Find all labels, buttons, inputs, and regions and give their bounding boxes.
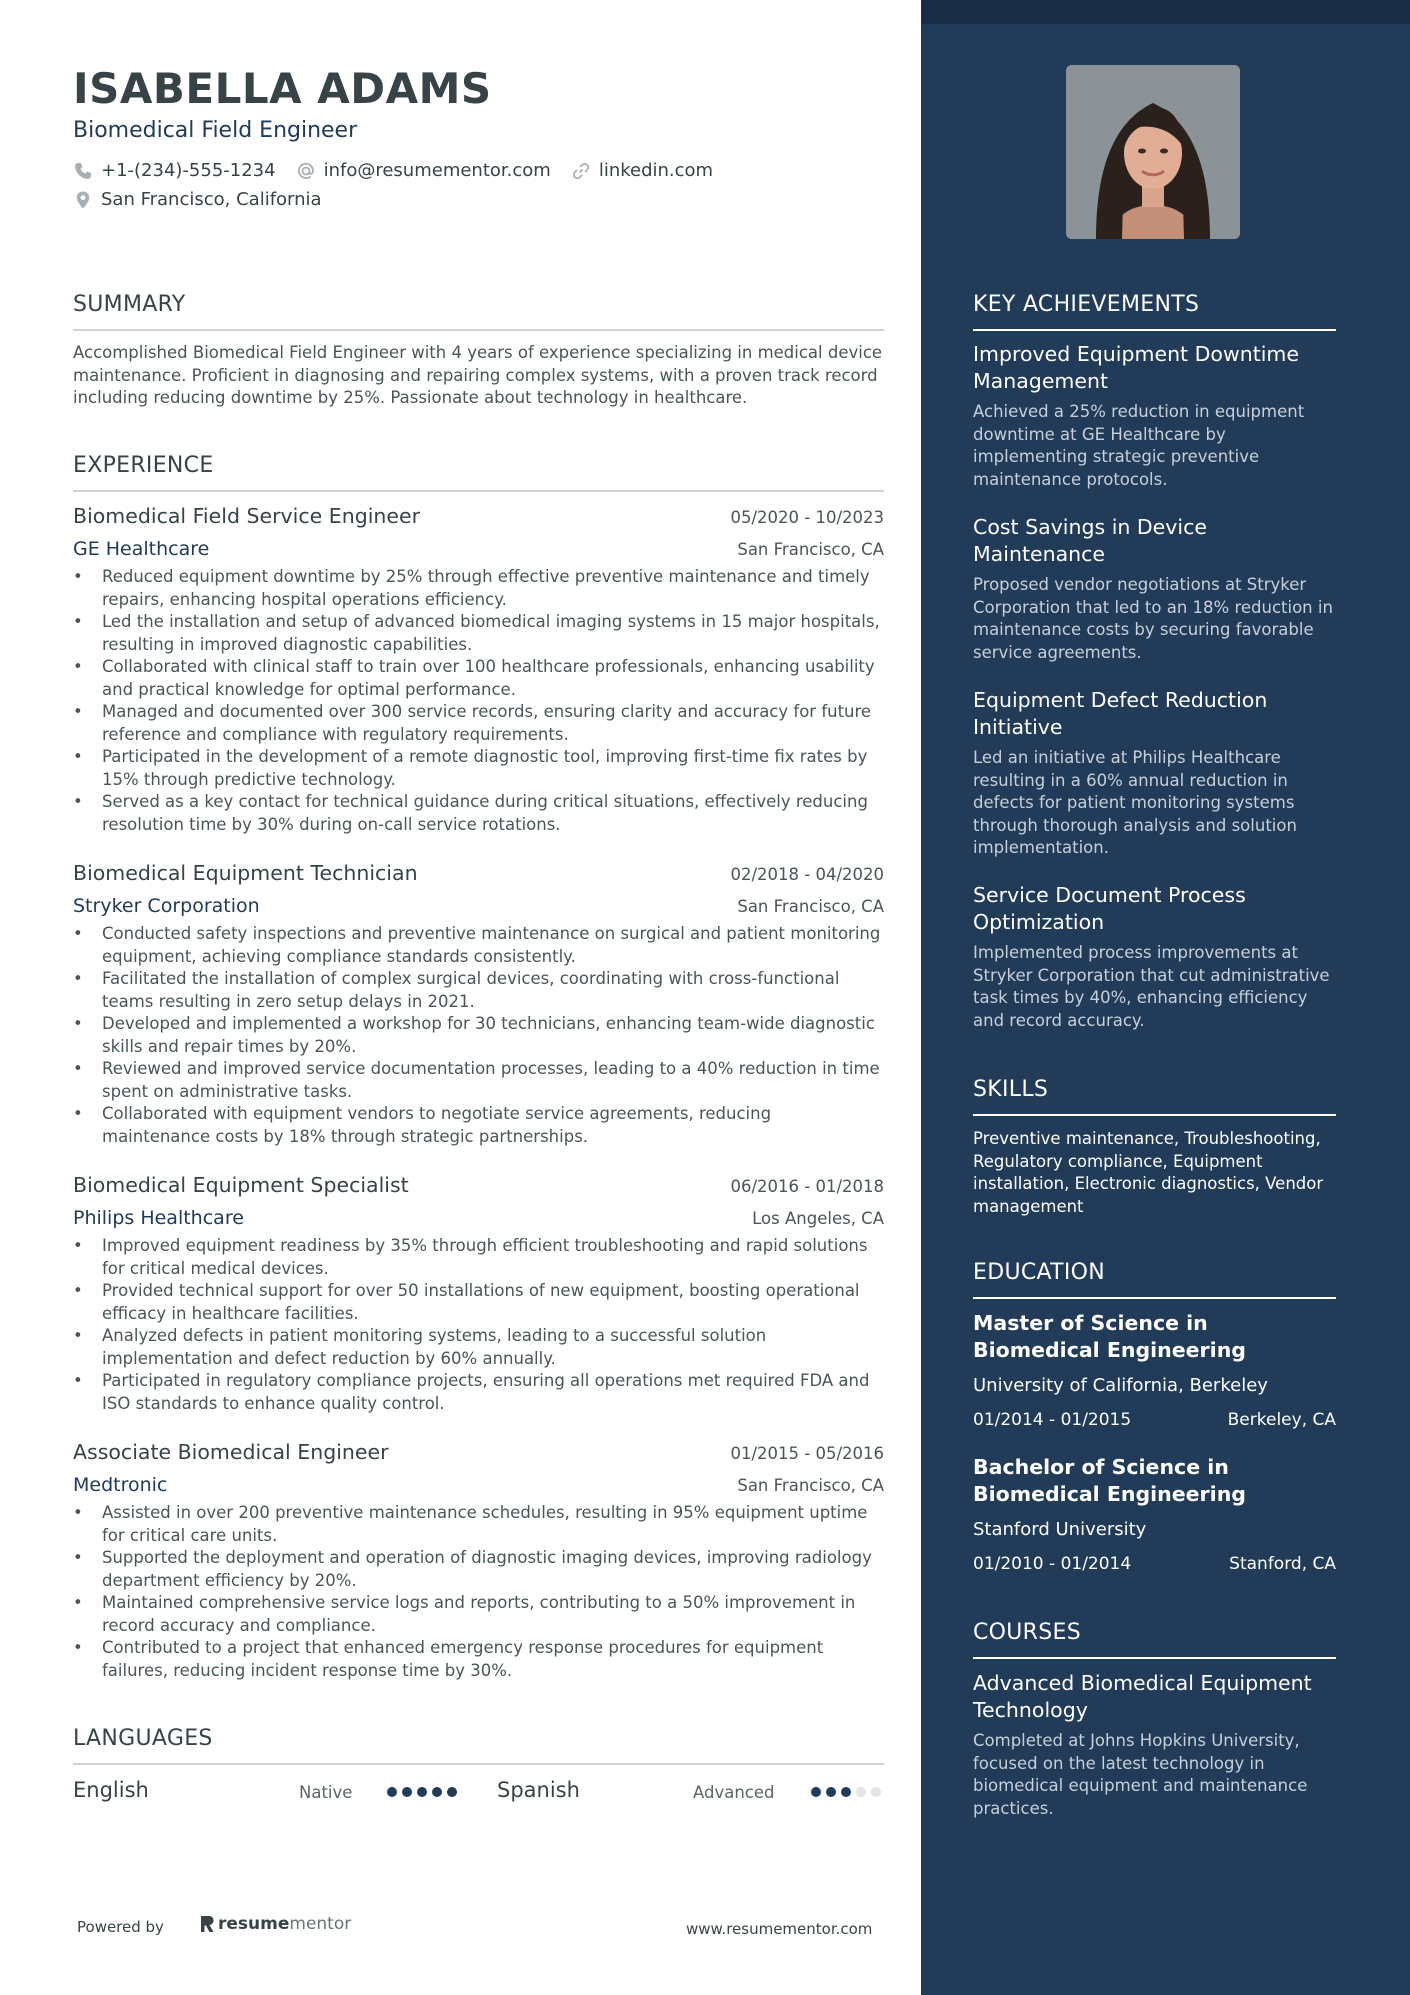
- education-item: [973, 1310, 1336, 1430]
- powered-by-label: Powered by: [77, 1918, 164, 1936]
- rating-dot-filled: [432, 1787, 442, 1797]
- summary-text: Accomplished Biomedical Field Engineer with 4 years of experience specializing in medical device maintenance. Proficient in diagnosing and repairing complex systems, with a proven track record including reducing downtime by 25%. Passionate about technology in healthcare.: [73, 343, 883, 407]
- education-degree: Bachelor of Science in Biomedical Engineering: [973, 1455, 1246, 1506]
- bullet: • Contributed to a project that enhanced emergency response procedures for equipment failures, reducing incident response time by 30%.: [73, 1637, 884, 1682]
- rating-dot-empty: [856, 1787, 866, 1797]
- contact-phone: [73, 160, 276, 181]
- linkedin-text: linkedin.com: [598, 160, 714, 181]
- job-entry: [73, 1440, 884, 1682]
- language-level: Advanced: [693, 1783, 775, 1802]
- bullet: • Led the installation and setup of advanced biomedical imaging systems in 15 major hospitals, resulting in improved diagnostic capabilities.: [73, 611, 884, 656]
- link-icon: [571, 161, 591, 181]
- achievement-text: Achieved a 25% reduction in equipment downtime at GE Healthcare by implementing strategic preventive maintenance protocols.: [973, 402, 1305, 489]
- bullet: • Participated in regulatory compliance projects, ensuring all operations met required FDA and ISO standards to enhance quality control.: [73, 1370, 884, 1415]
- candidate-title: Biomedical Field Engineer: [73, 118, 358, 143]
- language-rating: [387, 1787, 462, 1797]
- languages-row: [73, 1778, 884, 1808]
- bullet: • Collaborated with equipment vendors to negotiate service agreements, reducing maintenance costs by 18% through strategic partnerships.: [73, 1103, 884, 1148]
- skills-heading: SKILLS: [973, 1077, 1336, 1116]
- bullet: • Served as a key contact for technical guidance during critical situations, effectively reducing resolution time by 30% during on-call service rotations.: [73, 791, 884, 836]
- job-role: Biomedical Field Service Engineer: [73, 504, 421, 528]
- rating-dot-filled: [417, 1787, 427, 1797]
- bullet: • Reviewed and improved service documentation processes, leading to a 40% reduction in time spent on administrative tasks.: [73, 1058, 884, 1103]
- job-location: Los Angeles, CA: [752, 1209, 884, 1228]
- job-bullets: [73, 566, 884, 836]
- location-row: [73, 189, 342, 210]
- rating-dot-filled: [447, 1787, 457, 1797]
- education-location: Berkeley, CA: [1227, 1410, 1336, 1430]
- language-rating: [811, 1787, 886, 1797]
- bullet: • Assisted in over 200 preventive maintenance schedules, resulting in 95% equipment uptime for critical care units.: [73, 1502, 884, 1547]
- job-location: San Francisco, CA: [737, 540, 884, 559]
- education-degree: Master of Science in Biomedical Engineering: [973, 1311, 1246, 1362]
- summary-heading: SUMMARY: [73, 292, 884, 331]
- bullet: • Improved equipment readiness by 35% through efficient troubleshooting and rapid solutions for critical medical devices.: [73, 1235, 884, 1280]
- bullet: • Reduced equipment downtime by 25% through effective preventive maintenance and timely repairs, enhancing hospital operations efficiency.: [73, 566, 884, 611]
- job-bullets: [73, 1502, 884, 1682]
- job-company: GE Healthcare: [73, 538, 210, 560]
- education-location: Stanford, CA: [1229, 1554, 1336, 1574]
- education-heading: EDUCATION: [973, 1260, 1336, 1299]
- languages-heading: LANGUAGES: [73, 1726, 884, 1765]
- contact-linkedin[interactable]: [571, 160, 713, 181]
- bullet: • Supported the deployment and operation of diagnostic imaging devices, improving radiology department efficiency by 20%.: [73, 1547, 884, 1592]
- resumementor-logo-icon: [199, 1914, 215, 1934]
- achievement-item: [973, 514, 1336, 664]
- logo-text-light: mentor: [289, 1914, 352, 1934]
- bullet: • Provided technical support for over 50 installations of new equipment, boosting operational efficacy in healthcare facilities.: [73, 1280, 884, 1325]
- experience-heading: EXPERIENCE: [73, 453, 884, 492]
- job-dates: 02/2018 - 04/2020: [730, 865, 884, 884]
- contact-row: [73, 160, 733, 181]
- achievement-text: Proposed vendor negotiations at Stryker Corporation that led to an 18% reduction in maintenance costs by securing favorable service agreements.: [973, 575, 1333, 662]
- contact-location: [73, 189, 322, 210]
- job-company: Philips Healthcare: [73, 1207, 244, 1229]
- achievement-text: Led an initiative at Philips Healthcare resulting in a 60% annual reduction in defects for patient monitoring systems through thorough analysis and solution implementation.: [973, 748, 1297, 857]
- website-link[interactable]: www.resumementor.com: [686, 1920, 873, 1938]
- rating-dot-filled: [841, 1787, 851, 1797]
- achievement-item: [973, 687, 1336, 860]
- achievement-text: Implemented process improvements at Stryker Corporation that cut administrative task times by 40%, enhancing efficiency and record accuracy.: [973, 943, 1330, 1030]
- education-dates: 01/2010 - 01/2014: [973, 1554, 1132, 1574]
- phone-text: +1-(234)-555-1234: [101, 160, 276, 181]
- bullet: • Facilitated the installation of complex surgical devices, coordinating with cross-functional teams resulting in zero setup delays in 2021.: [73, 968, 884, 1013]
- education-item: [973, 1454, 1336, 1574]
- language-name: English: [73, 1778, 149, 1802]
- language-level: Native: [299, 1783, 353, 1802]
- education-dates: 01/2014 - 01/2015: [973, 1410, 1132, 1430]
- achievement-title: Equipment Defect Reduction Initiative: [973, 688, 1268, 739]
- course-item: [973, 1670, 1336, 1820]
- location-pin-icon: [73, 190, 93, 210]
- at-icon: [296, 161, 316, 181]
- job-location: San Francisco, CA: [737, 897, 884, 916]
- job-entry: [73, 504, 884, 836]
- job-bullets: [73, 1235, 884, 1415]
- job-entry: [73, 1173, 884, 1415]
- achievement-title: Cost Savings in Device Maintenance: [973, 515, 1208, 566]
- job-role: Biomedical Equipment Specialist: [73, 1173, 409, 1197]
- contact-email[interactable]: [296, 160, 551, 181]
- job-company: Medtronic: [73, 1474, 168, 1496]
- achievements-heading: KEY ACHIEVEMENTS: [973, 292, 1336, 331]
- bullet: • Participated in the development of a remote diagnostic tool, improving first-time fix rates by 15% through predictive technology.: [73, 746, 884, 791]
- bullet: • Conducted safety inspections and preventive maintenance on surgical and patient monitoring equipment, achieving compliance standards consistently.: [73, 923, 884, 968]
- rating-dot-filled: [402, 1787, 412, 1797]
- bullet: • Maintained comprehensive service logs and reports, contributing to a 50% improvement in record accuracy and compliance.: [73, 1592, 884, 1637]
- profile-photo: [1066, 65, 1240, 239]
- courses-heading: COURSES: [973, 1620, 1336, 1659]
- resumementor-logo[interactable]: [199, 1914, 351, 1934]
- email-text: info@resumementor.com: [323, 160, 551, 181]
- language-name: Spanish: [497, 1778, 580, 1802]
- course-title: Advanced Biomedical Equipment Technology: [973, 1671, 1312, 1722]
- bullet: • Developed and implemented a workshop for 30 technicians, enhancing team-wide diagnostic skills and repair times by 20%.: [73, 1013, 884, 1058]
- sidebar-top-bar: [921, 0, 1410, 24]
- achievement-item: [973, 341, 1336, 491]
- bullet: • Collaborated with clinical staff to train over 100 healthcare professionals, enhancing usability and practical knowledge for optimal performance.: [73, 656, 884, 701]
- rating-dot-empty: [871, 1787, 881, 1797]
- phone-icon: [73, 161, 93, 181]
- skills-text: Preventive maintenance, Troubleshooting, Regulatory compliance, Equipment installation, Electronic diagnostics, Vendor management: [973, 1129, 1324, 1216]
- course-text: Completed at Johns Hopkins University, focused on the latest technology in biomedical equipment and maintenance practices.: [973, 1731, 1308, 1818]
- achievement-item: [973, 882, 1336, 1032]
- job-dates: 06/2016 - 01/2018: [730, 1177, 884, 1196]
- bullet: • Analyzed defects in patient monitoring systems, leading to a successful solution implementation and defect reduction by 60% annually.: [73, 1325, 884, 1370]
- job-role: Biomedical Equipment Technician: [73, 861, 418, 885]
- location-text: San Francisco, California: [101, 189, 322, 210]
- logo-text-bold: resume: [218, 1914, 290, 1934]
- rating-dot-filled: [826, 1787, 836, 1797]
- job-company: Stryker Corporation: [73, 895, 260, 917]
- job-dates: 01/2015 - 05/2016: [730, 1444, 884, 1463]
- job-dates: 05/2020 - 10/2023: [730, 508, 884, 527]
- job-role: Associate Biomedical Engineer: [73, 1440, 389, 1464]
- profile-photo-image: [1066, 65, 1240, 239]
- education-school: Stanford University: [973, 1519, 1147, 1540]
- achievement-title: Improved Equipment Downtime Management: [973, 342, 1300, 393]
- job-bullets: [73, 923, 884, 1148]
- rating-dot-filled: [387, 1787, 397, 1797]
- rating-dot-filled: [811, 1787, 821, 1797]
- job-entry: [73, 861, 884, 1148]
- candidate-name: ISABELLA ADAMS: [73, 64, 492, 113]
- achievement-title: Service Document Process Optimization: [973, 883, 1246, 934]
- job-location: San Francisco, CA: [737, 1476, 884, 1495]
- education-school: University of California, Berkeley: [973, 1375, 1268, 1396]
- bullet: • Managed and documented over 300 service records, ensuring clarity and accuracy for future reference and compliance with regulatory requirements.: [73, 701, 884, 746]
